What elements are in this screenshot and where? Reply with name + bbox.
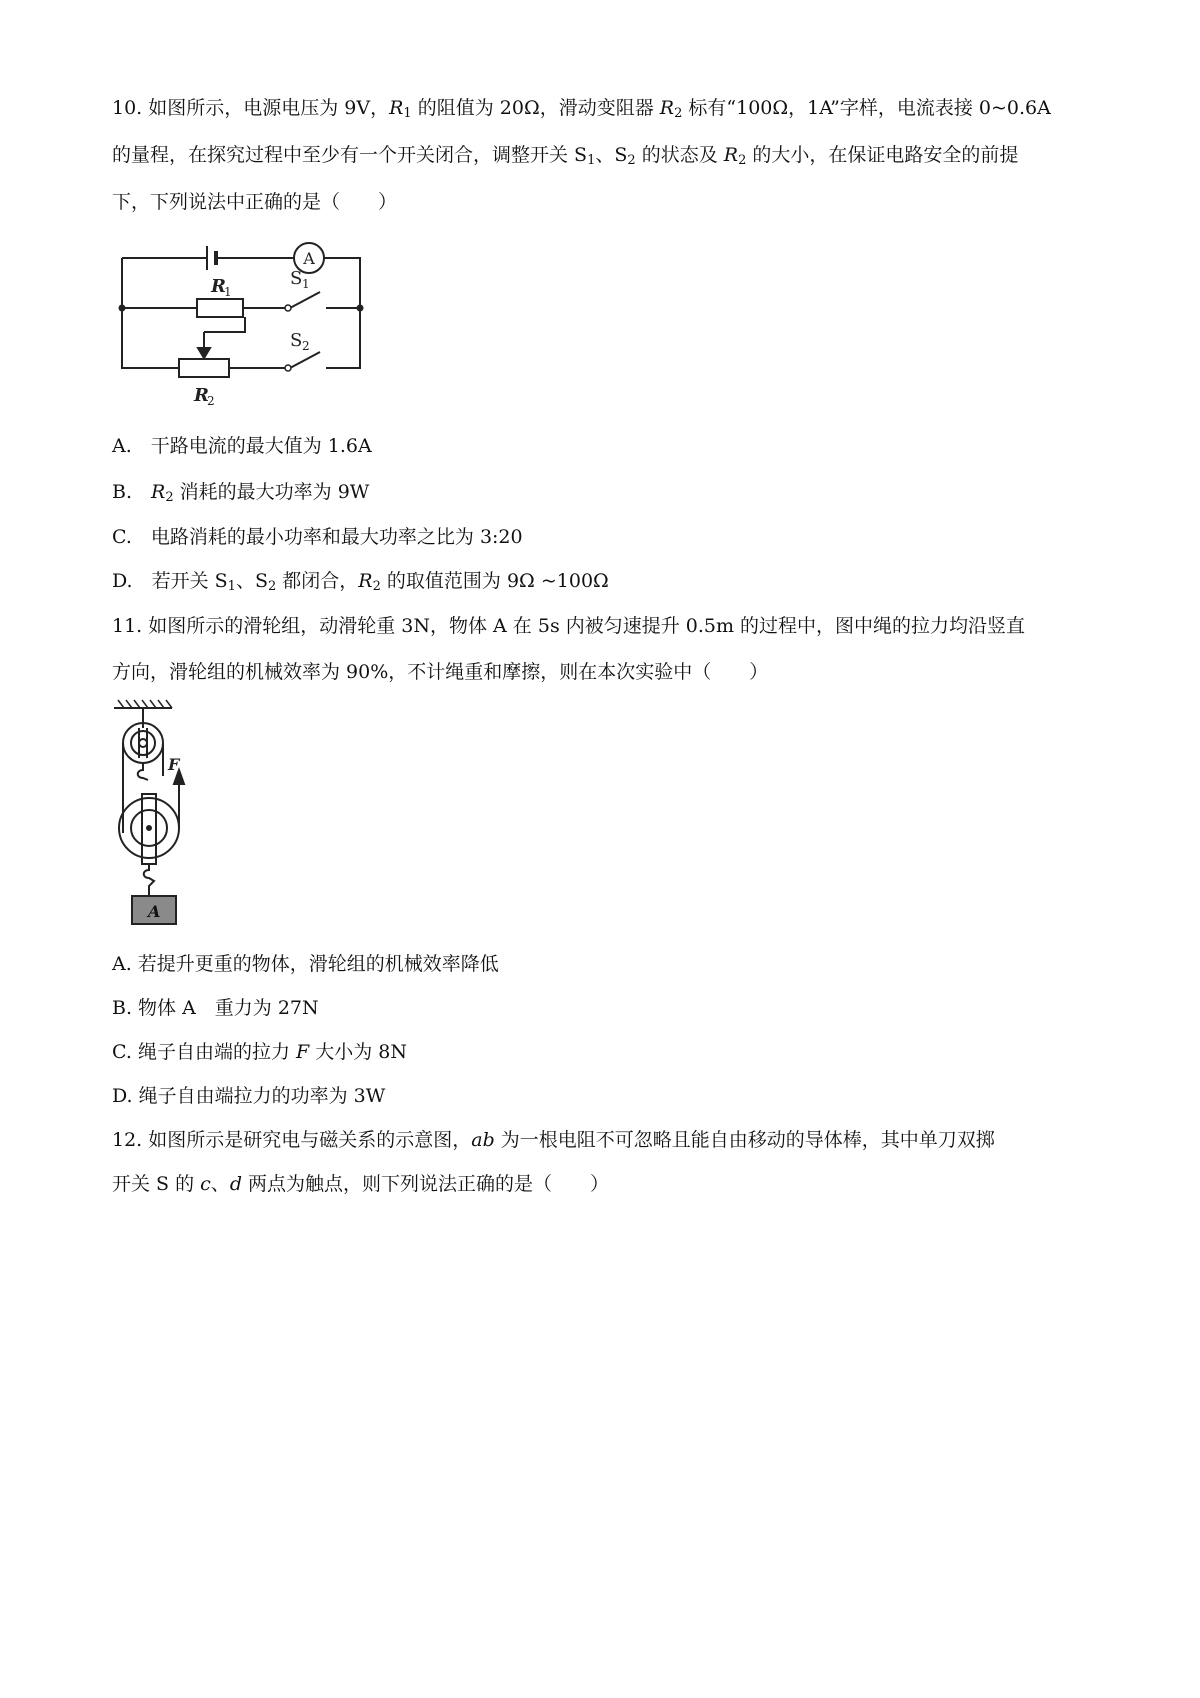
r2-label-sub: 2 [207, 394, 215, 408]
ammeter-label: A [303, 249, 315, 268]
s2-label: S [290, 330, 303, 351]
s2-label-sub: 2 [302, 339, 310, 353]
q11-pulley-diagram [112, 698, 222, 928]
q11-stem-line-1: 11. 如图所示的滑轮组，动滑轮重 3N，物体 A 在 5s 内被匀速提升 0.5m 的过程中，图中绳的拉力均沿竖直 [112, 615, 1026, 637]
q10-option-b: B. $R_2$ 消耗的最大功率为 9W [112, 481, 370, 505]
q10-stem-line-3: 下，下列说法中正确的是（ ） [112, 191, 398, 213]
r1-label-sub: 1 [224, 285, 232, 299]
q10-circuit-diagram [112, 228, 377, 413]
q11-option-d: D. 绳子自由端拉力的功率为 3W [112, 1085, 386, 1107]
block-label: A [148, 902, 161, 921]
q11-option-c: C. 绳子自由端的拉力 F 大小为 8N [112, 1041, 407, 1063]
q10-option-c: C. 电路消耗的最小功率和最大功率之比为 3:20 [112, 526, 523, 548]
force-label: F [168, 755, 180, 774]
r2-label: R [194, 385, 209, 406]
q10-stem-line-1: 10. 如图所示，电源电压为 9V，$R_1$ 的阻值为 20Ω，滑动变阻器 $R_2$ 标有“100Ω，1A”字样，电流表接 0~0.6A [112, 97, 1051, 121]
r1-label: R [211, 276, 226, 297]
q10-option-d: D. 若开关 $S_1$、$S_2$ 都闭合，$R_2$ 的取值范围为 9Ω ~100Ω [112, 570, 609, 594]
q12-stem-line-1: 12. 如图所示是研究电与磁关系的示意图，ab 为一根电阻不可忽略且能自由移动的导体棒，其中单刀双掷 [112, 1129, 995, 1151]
q10-stem-line-2: 的量程，在探究过程中至少有一个开关闭合，调整开关 $S_1$、$S_2$ 的状态及 $R_2$ 的大小，在保证电路安全的前提 [112, 144, 1019, 168]
q11-option-a: A. 若提升更重的物体，滑轮组的机械效率降低 [112, 953, 499, 975]
q11-option-b: B. 物体 A 重力为 27N [112, 997, 319, 1019]
s1-label-sub: 1 [302, 277, 310, 291]
q11-stem-line-2: 方向，滑轮组的机械效率为 90%，不计绳重和摩擦，则在本次实验中（ ） [112, 661, 769, 683]
q12-stem-line-2: 开关 S 的 c、d 两点为触点，则下列说法正确的是（ ） [112, 1173, 610, 1195]
q10-option-a: A. 干路电流的最大值为 1.6A [112, 435, 372, 457]
s1-label: S [290, 268, 303, 289]
